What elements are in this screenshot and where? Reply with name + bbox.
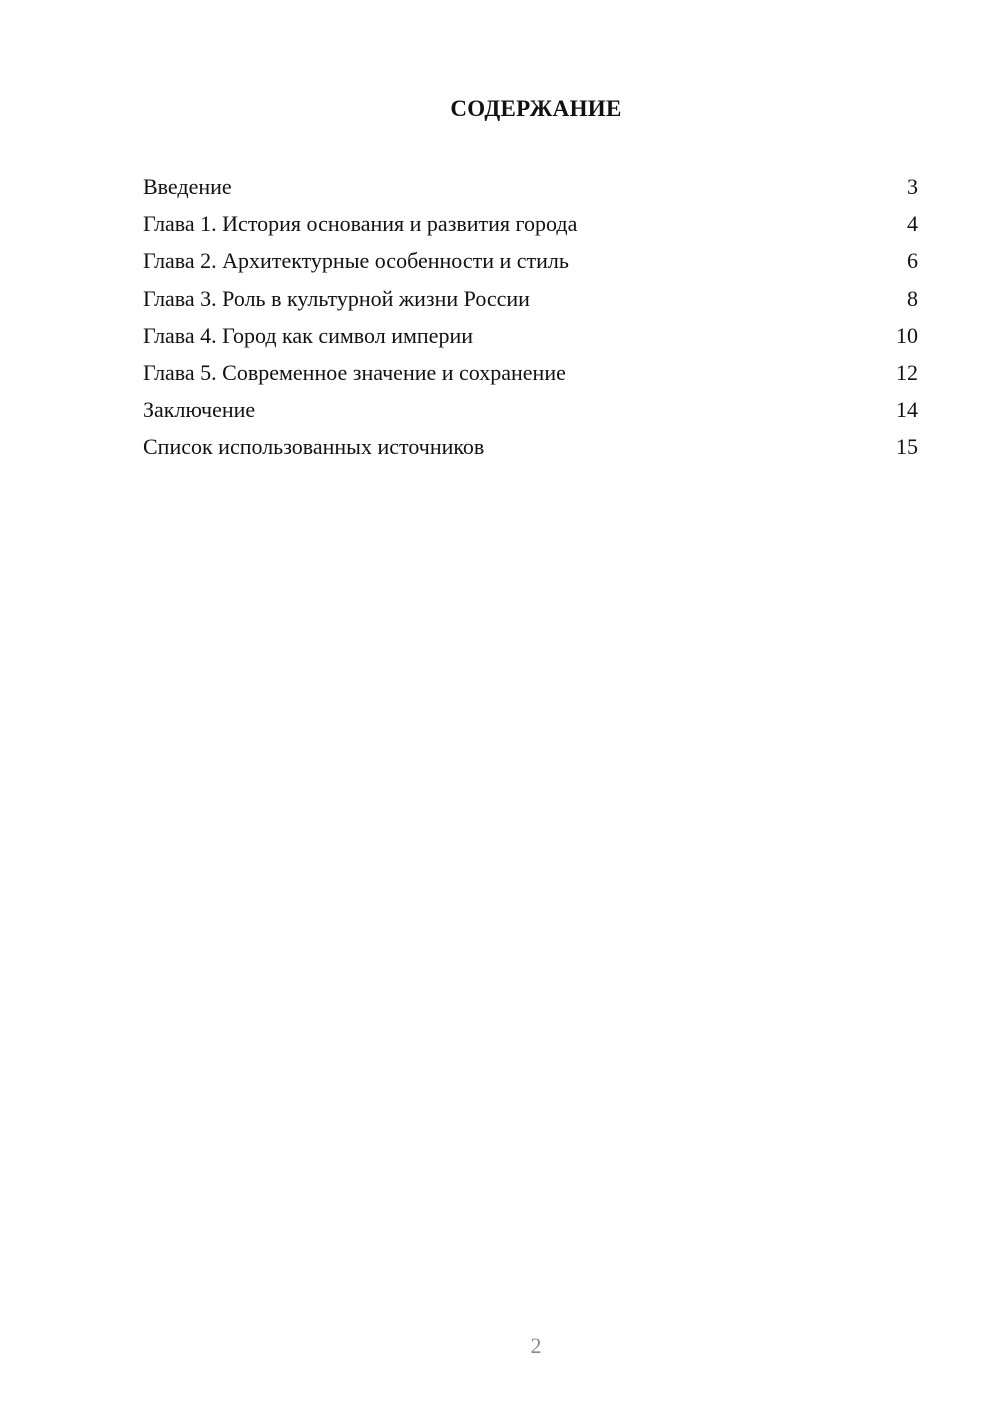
- toc-entry-chapter-3: [143, 280, 918, 317]
- toc-entry-label: Глава 4. Город как символ империи: [143, 322, 473, 348]
- toc-entry-chapter-4: [143, 317, 918, 354]
- page-title: СОДЕРЖАНИЕ: [450, 96, 622, 121]
- toc-entry-label: Глава 2. Архитектурные особенности и стиль: [143, 248, 569, 274]
- toc-entry-conclusion: [143, 391, 918, 428]
- toc-entry-page: 12: [896, 359, 918, 385]
- toc-entry-page: 4: [907, 211, 918, 237]
- toc-entry-introduction: [143, 168, 918, 205]
- toc-entry-references: [143, 428, 918, 465]
- toc-entry-page: 6: [907, 248, 918, 274]
- toc-entry-page: 3: [907, 174, 918, 199]
- toc-entry-chapter-2: [143, 242, 918, 279]
- toc-entry-chapter-1: [143, 205, 918, 242]
- toc-entry-label: Глава 3. Роль в культурной жизни России: [143, 285, 530, 311]
- table-of-contents: [143, 168, 918, 466]
- toc-entry-label: Заключение: [143, 397, 256, 423]
- toc-entry-page: 14: [896, 397, 918, 423]
- page-number: 2: [530, 1333, 542, 1358]
- toc-entry-label: Список использованных источников: [143, 434, 485, 460]
- toc-entry-chapter-5: [143, 354, 918, 391]
- toc-entry-label: Глава 5. Современное значение и сохранение: [143, 359, 566, 385]
- toc-entry-page: 15: [896, 434, 918, 460]
- toc-entry-label: Введение: [143, 174, 232, 199]
- toc-entry-page: 8: [907, 285, 918, 311]
- toc-entry-page: 10: [896, 322, 918, 348]
- toc-entry-label: Глава 1. История основания и развития города: [143, 211, 578, 237]
